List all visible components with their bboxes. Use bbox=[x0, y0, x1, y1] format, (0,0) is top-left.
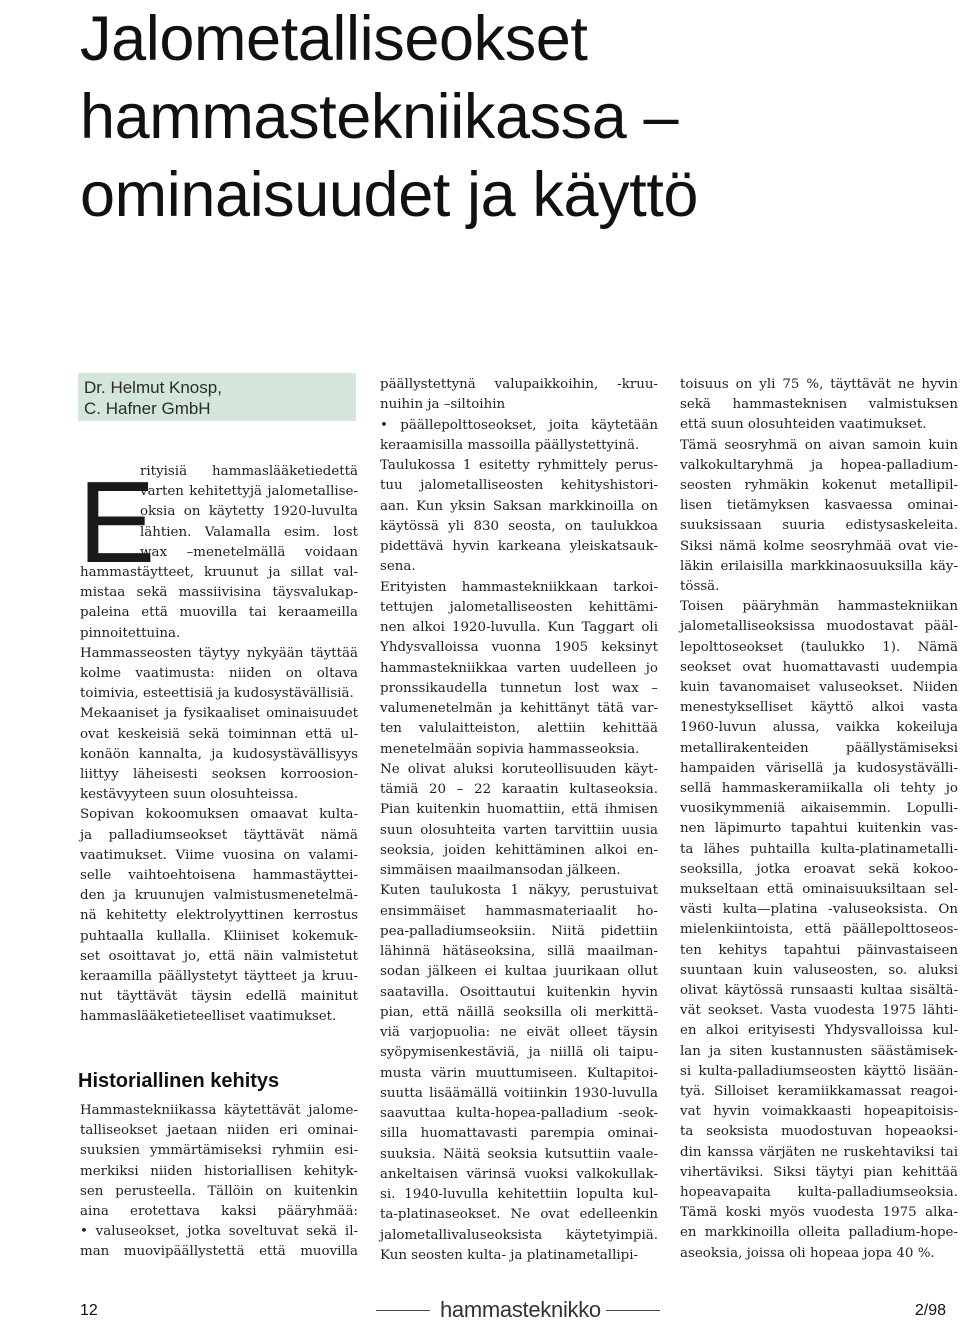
text-line: wax –menetelmällä voidaan bbox=[140, 544, 358, 560]
text-line: seokset ovat huomattavasti uudempia bbox=[680, 659, 958, 675]
text-line: sellä hammaskeramiikalla oli tehty jo bbox=[680, 781, 958, 796]
text-line: ta seoksista muodostuvan hopeaoksi- bbox=[680, 1124, 958, 1140]
text-line: vihertäviksi. Siksi täytyi pian kehittää bbox=[680, 1164, 958, 1180]
title-line: hammastekniikassa – bbox=[80, 82, 679, 152]
text-line: paleina että muovilla tai keraameilla bbox=[80, 605, 358, 621]
text-line: toisuus on yli 75 %, täyttävät ne hyvin bbox=[680, 377, 958, 392]
text-line: lan ja siten kustannusten säästämisek- bbox=[680, 1043, 958, 1059]
text-line: västi kulta—platina -valuseoksista. On bbox=[680, 902, 958, 918]
author-affiliation: C. Hafner GmbH bbox=[84, 399, 211, 418]
text-line: Pian kuitenkin huomattiin, että ihmisen bbox=[380, 802, 658, 818]
text-line: nut täyttävät täysin edellä mainitut bbox=[80, 989, 358, 1005]
text-line: pinnoitettuina. bbox=[80, 625, 181, 641]
text-line: ovat keskeisiä sekä toiminnan että ul- bbox=[80, 726, 358, 742]
text-line: aina erotettava kaksi pääryhmää: bbox=[80, 1204, 358, 1219]
text-line: tössä. bbox=[680, 579, 720, 594]
text-line: nen alkoi 1920-luvulla. Kun Taggart oli bbox=[380, 620, 658, 635]
text-line: Tämä seosryhmä on aivan samoin kuin bbox=[680, 437, 958, 453]
text-line: liittyy läheisesti seoksen korroosion- bbox=[80, 767, 358, 782]
text-line: ta-platinaseokset. Ne ovat edelleenkin bbox=[380, 1207, 658, 1223]
text-line: valkokultaryhmä ja hopea-palladium- bbox=[680, 457, 958, 473]
text-line: suuntaan kuin valuseosten, so. aluksi bbox=[680, 962, 958, 978]
text-line: hammaslääketieteelliset vaatimukset. bbox=[80, 1009, 337, 1025]
text-line: kuin tavanomaiset valuseokset. Niiden bbox=[680, 680, 958, 695]
text-line: si kulta-palladiumseosten käyttö lisään- bbox=[680, 1063, 958, 1079]
text-line: Tämä koski myös vuodesta 1975 alka- bbox=[680, 1205, 958, 1221]
text-line: mukseltaan että ominaisuuksiltaan sel- bbox=[680, 882, 958, 897]
text-line: • päällepolttoseokset, joita käytetään bbox=[380, 417, 658, 433]
text-line: sena. bbox=[380, 559, 416, 575]
text-line: keraamilla päällystetyt täytteet ja kruu- bbox=[80, 969, 358, 984]
text-line: musta värin muuttumiseen. Kultapitoi- bbox=[380, 1065, 658, 1081]
text-line: mielenkiintoista, että päällepolttoseos- bbox=[680, 922, 958, 938]
text-line: viä varjopuolia: ne eivät olleet täysin bbox=[380, 1025, 658, 1040]
text-line: Ne olivat aluksi koruteollisuuden käyt- bbox=[380, 761, 658, 777]
text-line: pea-palladiumseoksiin. Niitä pidettiin bbox=[380, 923, 658, 939]
text-line: ten valulaitteiston, alettiin kehittää bbox=[380, 721, 658, 737]
text-line: jalometalliseoksissa muodostavat pääl- bbox=[680, 619, 958, 635]
text-line: menetelmään sopivia hammasseoksia. bbox=[380, 741, 640, 757]
text-line: pidettävä hyvin karkeana yleiskatsauk- bbox=[380, 539, 658, 554]
text-line: man muovipäällystettä että muovilla bbox=[80, 1244, 358, 1260]
text-line: päällystettynä valupaikkoihin, -kruu- bbox=[380, 377, 658, 392]
text-line: silla huomattavasti parempia ominai- bbox=[380, 1126, 658, 1142]
text-line: nuihin ja –siltoihin bbox=[380, 397, 506, 413]
text-line: lähtien. Valamalla esim. lost bbox=[140, 524, 358, 540]
text-line: tuu jalometalliseosten kehityshistori- bbox=[380, 478, 658, 494]
text-line: keraamisilla massoilla päällystettyinä. bbox=[380, 437, 640, 453]
text-line: Siksi nämä kolme seosryhmää ovat vie- bbox=[680, 538, 958, 554]
footer-rule-left bbox=[376, 1310, 430, 1311]
text-line: ankeltaisen värinsä vuoksi valkokullak- bbox=[380, 1166, 658, 1182]
text-line: puhtaalla kullalla. Kliiniset kokemuk- bbox=[80, 928, 358, 944]
text-line: vat hyvin voimakkaasti hopeapitoisis- bbox=[680, 1104, 958, 1120]
text-line: suun olosuhteita varten tarvittiin uusia bbox=[380, 822, 658, 838]
text-line: mistaa sekä massiivisina täysvalukap- bbox=[80, 585, 358, 601]
text-line: Taulukossa 1 esitetty ryhmittely perus- bbox=[380, 458, 658, 473]
text-line: vaatimukset. Viime vuosina on valami- bbox=[80, 847, 358, 863]
text-line: Yhdysvalloissa vuonna 1905 keksinyt bbox=[380, 640, 658, 656]
text-line: Toisen pääryhmän hammastekniikan bbox=[680, 599, 958, 615]
text-line: metallirakenteiden päällystämiseksi bbox=[680, 740, 958, 756]
text-line: pian, että näillä seoksilla oli merkittä- bbox=[380, 1004, 658, 1020]
author-box bbox=[78, 373, 356, 421]
text-line: Hammasseosten täytyy nykyään täyttää bbox=[80, 645, 358, 661]
text-line: syöpymisenkestäviä, ja niillä oli taipu- bbox=[380, 1045, 658, 1061]
text-line: tyä. Silloiset keramiikkamassat reagoi- bbox=[680, 1084, 958, 1099]
text-line: aan. Kun yksin Saksan markkinoilla on bbox=[380, 498, 658, 514]
text-line: oksia on käytetty 1920-luvulta bbox=[140, 504, 358, 520]
text-line: seoksilla, jotka eroavat sekä kokoo- bbox=[680, 861, 958, 877]
text-line: hopeavapaita kulta-palladiumseoksia. bbox=[680, 1185, 958, 1200]
text-line: suutta lisäämällä voitiinkin 1930-luvulla bbox=[380, 1085, 658, 1101]
text-line: seosten ryhmäkin kokenut metallipil- bbox=[680, 478, 958, 493]
text-line: vät seokset. Vasta vuodesta 1975 lähti- bbox=[680, 1003, 958, 1019]
text-line: sekä hammasteknisen valmistuksen bbox=[680, 397, 958, 413]
issue-number: 2/98 bbox=[914, 1302, 946, 1319]
text-line: lepolttoseokset (taulukko 1). Nämä bbox=[680, 639, 958, 655]
text-line: talliseokset jaetaan niiden eri ominai- bbox=[80, 1123, 358, 1139]
text-line: konäön kannalta, ja kudosystävällisyys bbox=[80, 746, 358, 762]
text-line: sen perusteella. Tällöin on kuitenkin bbox=[80, 1183, 358, 1199]
text-line: olivat käytössä runsaasti kultaa sisältä- bbox=[680, 983, 958, 998]
text-line: toimivia, esteettisiä ja kudosystävällisiä. bbox=[80, 686, 354, 702]
article-title bbox=[80, 0, 940, 234]
text-line: sodan jälkeen ei kultaa juurikaan ollut bbox=[380, 964, 658, 980]
text-line: läkin erilaisilla markkinaosuuksilla käy- bbox=[680, 558, 958, 574]
text-line: ten kehitys tapahtui päinvastaiseen bbox=[680, 942, 958, 958]
text-line: ta lähes puhtailla kulta-platinametalli- bbox=[680, 841, 958, 857]
text-line: ja palladiumseokset täyttävät nämä bbox=[80, 827, 358, 843]
title-line: ominaisuudet ja käyttö bbox=[80, 160, 699, 230]
text-line: lisen tietämyksen kasvaessa ominai- bbox=[680, 498, 958, 514]
text-line: Sopivan kokoomuksen omaavat kulta- bbox=[80, 807, 358, 823]
text-line: jalometallivaluseoksista käytetyimpiä. bbox=[380, 1227, 658, 1243]
text-line: 1960-luvun alussa, vaikka kokeiluja bbox=[680, 720, 958, 736]
text-line: hammastekniikkaa varten uudelleen jo bbox=[380, 660, 658, 676]
text-line: käytössä yli 830 seosta, on taulukkoa bbox=[380, 518, 658, 534]
page-number: 12 bbox=[80, 1302, 98, 1319]
text-line: valumenetelmän ja kehittänyt tätä var- bbox=[380, 701, 658, 716]
text-line: saatavilla. Osoittautui kuitenkin hyvin bbox=[380, 984, 658, 1000]
text-line: tettujen jalometalliseosten kehittämi- bbox=[380, 599, 658, 615]
text-line: merkiksi niiden historiallisen kehityk- bbox=[80, 1163, 358, 1179]
section-heading: Historiallinen kehitys bbox=[78, 1070, 280, 1092]
text-line: nä kehitetty elektrolyyttinen kerrostus bbox=[80, 908, 358, 924]
text-line: suuksia. Näitä seoksia kutsuttiin vaale- bbox=[380, 1146, 658, 1162]
text-line: din kanssa värjäten ne ruskehtaviksi tai bbox=[680, 1144, 958, 1160]
text-line: Kun seosten kulta- ja platinametallipi- bbox=[380, 1247, 639, 1263]
text-line: den ja kruunujen valmistusmenetelmä- bbox=[80, 888, 358, 904]
author-name: Dr. Helmut Knosp, bbox=[84, 378, 222, 397]
text-line: lähinnä hätäseoksina, sillä maailman- bbox=[380, 944, 658, 959]
text-line: kolme vaatimusta: niiden on oltava bbox=[80, 666, 358, 681]
magazine-name: hammasteknikko bbox=[440, 1297, 601, 1322]
text-line: seoksia, joiden kehittäminen alkoi en- bbox=[380, 842, 658, 858]
text-line: hammastäytteet, kruunut ja sillat val- bbox=[80, 565, 358, 580]
text-line: Erityisten hammastekniikkaan tarkoi- bbox=[380, 579, 658, 595]
text-line: aseoksia, joissa oli hopeaa jopa 40 %. bbox=[680, 1245, 935, 1261]
text-line: saavuttaa kulta-hopea-palladium -seok- bbox=[380, 1106, 658, 1121]
text-line: Mekaaniset ja fysikaaliset ominaisuudet bbox=[80, 706, 358, 722]
title-line: Jalometalliseokset bbox=[80, 4, 588, 74]
text-line: selle vaihtoehtoisena hammastäyttei- bbox=[80, 868, 358, 883]
text-line: nen läpimurto tapahtui kuitenkin vas- bbox=[680, 821, 958, 837]
text-line: en alkoi erityisesti Yhdysvalloissa kul- bbox=[680, 1023, 958, 1039]
text-line: Hammastekniikassa käytettävät jalome- bbox=[80, 1103, 358, 1118]
text-line: pronssikaudella tunnetun lost wax – bbox=[380, 680, 658, 696]
text-line: suuksissaan suuria edistysaskeleita. bbox=[680, 518, 958, 534]
text-line: set osoittavat jo, että näin valmistetut bbox=[80, 948, 358, 964]
text-line: Kuten taulukosta 1 näkyy, perustuivat bbox=[380, 883, 658, 899]
text-line: tämiä 20 – 22 karaatin kultaseoksia. bbox=[380, 782, 658, 797]
drop-cap: E bbox=[78, 457, 156, 587]
text-line: että suun olosuhteiden vaatimukset. bbox=[680, 417, 927, 433]
text-line: • valuseokset, jotka soveltuvat sekä il- bbox=[80, 1224, 358, 1240]
text-line: simmäisen maailmansodan jälkeen. bbox=[380, 863, 621, 878]
text-line: menestykselliset käyttö alkoi vasta bbox=[680, 700, 958, 716]
text-line: varten kehitettyjä jalometallise- bbox=[140, 484, 358, 500]
text-line: hampaiden värisellä ja kudosystävälli- bbox=[680, 760, 958, 776]
text-line: kestävyyteen suun olosuhteissa. bbox=[80, 787, 299, 803]
text-line: en markkinoilla olleita palladium-hope- bbox=[680, 1225, 958, 1241]
text-line: vuosikymmeniä aikaisemmin. Lopulli- bbox=[680, 801, 958, 817]
footer-rule-right bbox=[606, 1310, 660, 1311]
text-line: si. 1940-luvulla kehitettiin lopulta kul- bbox=[380, 1187, 658, 1202]
text-line: suuksien ymmärtämiseksi ryhmiin esi- bbox=[80, 1143, 358, 1159]
text-line: ensimmäiset hammasmateriaalit ho- bbox=[380, 903, 658, 919]
text-line: rityisiä hammaslääketiedettä bbox=[140, 464, 358, 479]
